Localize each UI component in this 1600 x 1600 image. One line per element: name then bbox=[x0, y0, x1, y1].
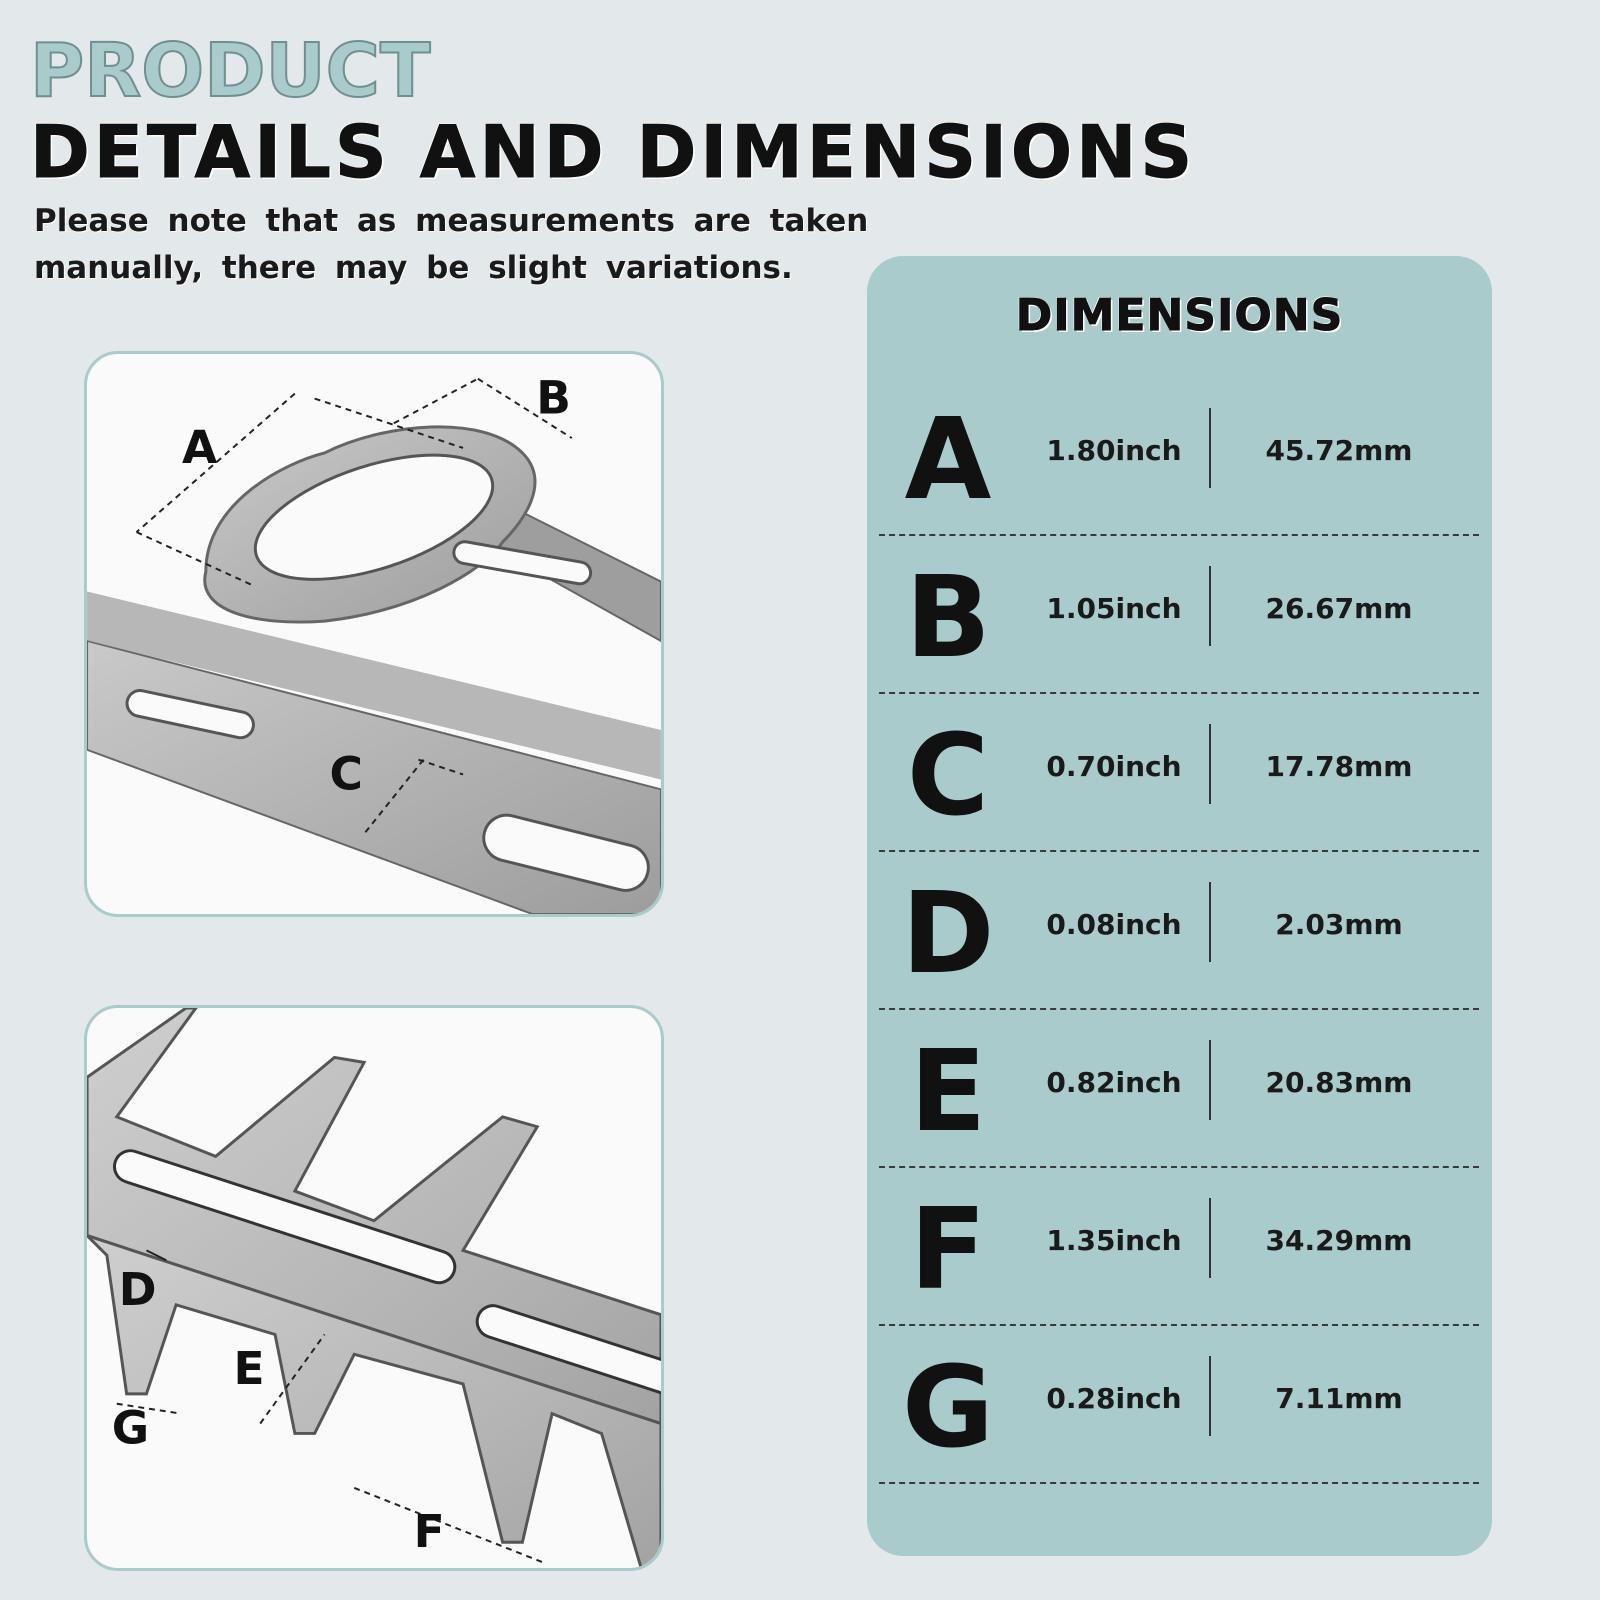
dimension-letter: A bbox=[904, 395, 992, 525]
label-g: G bbox=[111, 1401, 150, 1455]
label-e: E bbox=[233, 1341, 265, 1395]
dimension-mm: 17.78mm bbox=[1265, 750, 1413, 783]
dimension-row-c bbox=[879, 694, 1479, 852]
label-b: B bbox=[536, 371, 571, 425]
dimension-row-e bbox=[879, 1010, 1479, 1168]
dimension-letter: B bbox=[905, 553, 991, 683]
dimension-letter: F bbox=[909, 1185, 987, 1315]
dimension-mm: 26.67mm bbox=[1265, 592, 1413, 625]
column-divider bbox=[1209, 566, 1211, 646]
column-divider bbox=[1209, 1356, 1211, 1436]
dimensions-heading: DIMENSIONS bbox=[1015, 290, 1344, 341]
column-divider bbox=[1209, 1040, 1211, 1120]
dimension-inch: 1.35inch bbox=[1046, 1224, 1182, 1257]
dimension-mm: 45.72mm bbox=[1265, 434, 1413, 467]
dimension-row-f bbox=[879, 1168, 1479, 1326]
dimension-inch: 1.05inch bbox=[1046, 592, 1182, 625]
blade-photo-bottom bbox=[84, 1005, 664, 1571]
blade-illustration-bottom bbox=[87, 1008, 661, 1568]
dimension-mm: 2.03mm bbox=[1275, 908, 1403, 941]
dimension-inch: 0.70inch bbox=[1046, 750, 1182, 783]
dimension-row-b bbox=[879, 536, 1479, 694]
dimension-row-d bbox=[879, 852, 1479, 1010]
blade-photo-top bbox=[84, 351, 664, 917]
title-main: DETAILS AND DIMENSIONS bbox=[30, 110, 1197, 194]
column-divider bbox=[1209, 408, 1211, 488]
dimension-letter: D bbox=[901, 869, 995, 999]
dimension-row-g bbox=[879, 1326, 1479, 1484]
dimension-inch: 0.08inch bbox=[1046, 908, 1182, 941]
column-divider bbox=[1209, 1198, 1211, 1278]
dimensions-panel bbox=[867, 256, 1492, 1556]
label-f: F bbox=[413, 1505, 445, 1559]
dimension-mm: 20.83mm bbox=[1265, 1066, 1413, 1099]
measurement-note: Please note that as measurements are taken manually, there may be slight variations. bbox=[34, 203, 869, 286]
label-d: D bbox=[118, 1262, 157, 1316]
dimension-mm: 34.29mm bbox=[1265, 1224, 1413, 1257]
label-a: A bbox=[182, 420, 218, 474]
dimension-letter: G bbox=[902, 1343, 994, 1473]
blade-illustration-top bbox=[87, 354, 661, 914]
column-divider bbox=[1209, 724, 1211, 804]
dimension-letter: C bbox=[906, 711, 990, 841]
dimension-mm: 7.11mm bbox=[1275, 1382, 1403, 1415]
dimension-inch: 0.28inch bbox=[1046, 1382, 1182, 1415]
dimension-letter: E bbox=[909, 1027, 987, 1157]
dimension-inch: 1.80inch bbox=[1046, 434, 1182, 467]
title-product: PRODUCT bbox=[30, 28, 431, 114]
column-divider bbox=[1209, 882, 1211, 962]
dimension-row-a bbox=[879, 378, 1479, 536]
dimension-inch: 0.82inch bbox=[1046, 1066, 1182, 1099]
label-c: C bbox=[329, 747, 363, 801]
